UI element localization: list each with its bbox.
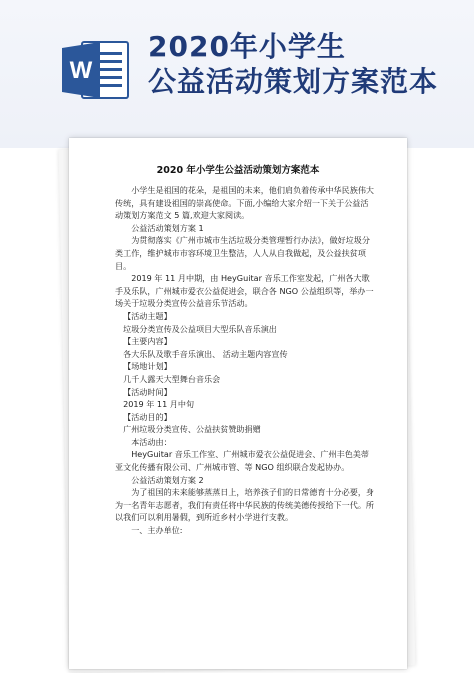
header-banner	[0, 0, 474, 148]
banner-title-line1: 2020年小学生	[148, 30, 346, 63]
svg-text:W: W	[69, 57, 93, 84]
paragraph-plan2: 为了祖国的未来能够蒸蒸日上，培养孩子们的日常德育十分必要，身为一名青年志愿者，我们有责任将中华民族的传统美德传授给下一代。所以我们可以利用暑假，到所近乡村小学进行支教。	[115, 487, 375, 523]
section-heading-plan1: 公益活动策划方案 1	[131, 222, 204, 233]
label-venue: 【场地计划】	[123, 361, 172, 372]
banner-title-line2: 公益活动策划方案范本	[148, 65, 439, 98]
value-venue: 几千人露天大型舞台音乐会	[123, 373, 221, 384]
paragraph-intro: 小学生是祖国的花朵，是祖国的未来，他们肩负着传承中华民族伟大传统，具有建设祖国的崇高使命。下面,小编给大家介绍一下关于公益活动策划方案范文 5 篇,欢迎大家阅读。	[115, 185, 375, 221]
section-heading-plan2: 公益活动策划方案 2	[131, 474, 204, 485]
document-page	[69, 138, 407, 669]
label-time: 【活动时间】	[123, 386, 172, 397]
value-time: 2019 年 11 月中旬	[123, 399, 195, 410]
subheading-organizer: 一、主办单位:	[131, 525, 183, 536]
label-content: 【主要内容】	[123, 336, 172, 347]
value-organizers: HeyGuitar 音乐工作室、广州城市爱衣公益促进会、广州丰色美蒂亚文化传播有限公司、广州城市管、等 NGO 组织联合发起协办。	[115, 449, 369, 473]
label-organizers: 本活动由：	[131, 436, 172, 447]
word-document-icon	[62, 38, 130, 102]
document-title: 2020 年小学生公益活动策划方案范本	[156, 165, 320, 176]
value-content: 各大乐队及歌手音乐演出、 活动主题内容宣传	[123, 348, 288, 359]
document-body	[115, 184, 375, 537]
label-theme: 【活动主题】	[123, 310, 172, 321]
label-goal: 【活动目的】	[123, 411, 172, 422]
value-goal: 广州垃圾分类宣传、公益扶贫赞助捐赠	[123, 424, 261, 435]
paragraph-background: 2019 年 11 月中期，由 HeyGuitar 音乐工作室发起，广州各大歌手及乐队，广州城市爱衣公益促进会，联合各 NGO 公益组织等，举办一场关于垃圾分类宣传公益音乐节活动。	[115, 273, 374, 309]
paragraph-purpose: 为贯彻落实《广州市城市生活垃圾分类管理暂行办法》，做好垃圾分类工作，维护城市市容环境卫生整洁，人人从自我做起，及公益扶贫项目。	[115, 235, 370, 271]
banner-title	[148, 30, 468, 100]
value-theme: 垃圾分类宣传及公益项目大型乐队音乐演出	[123, 323, 277, 334]
